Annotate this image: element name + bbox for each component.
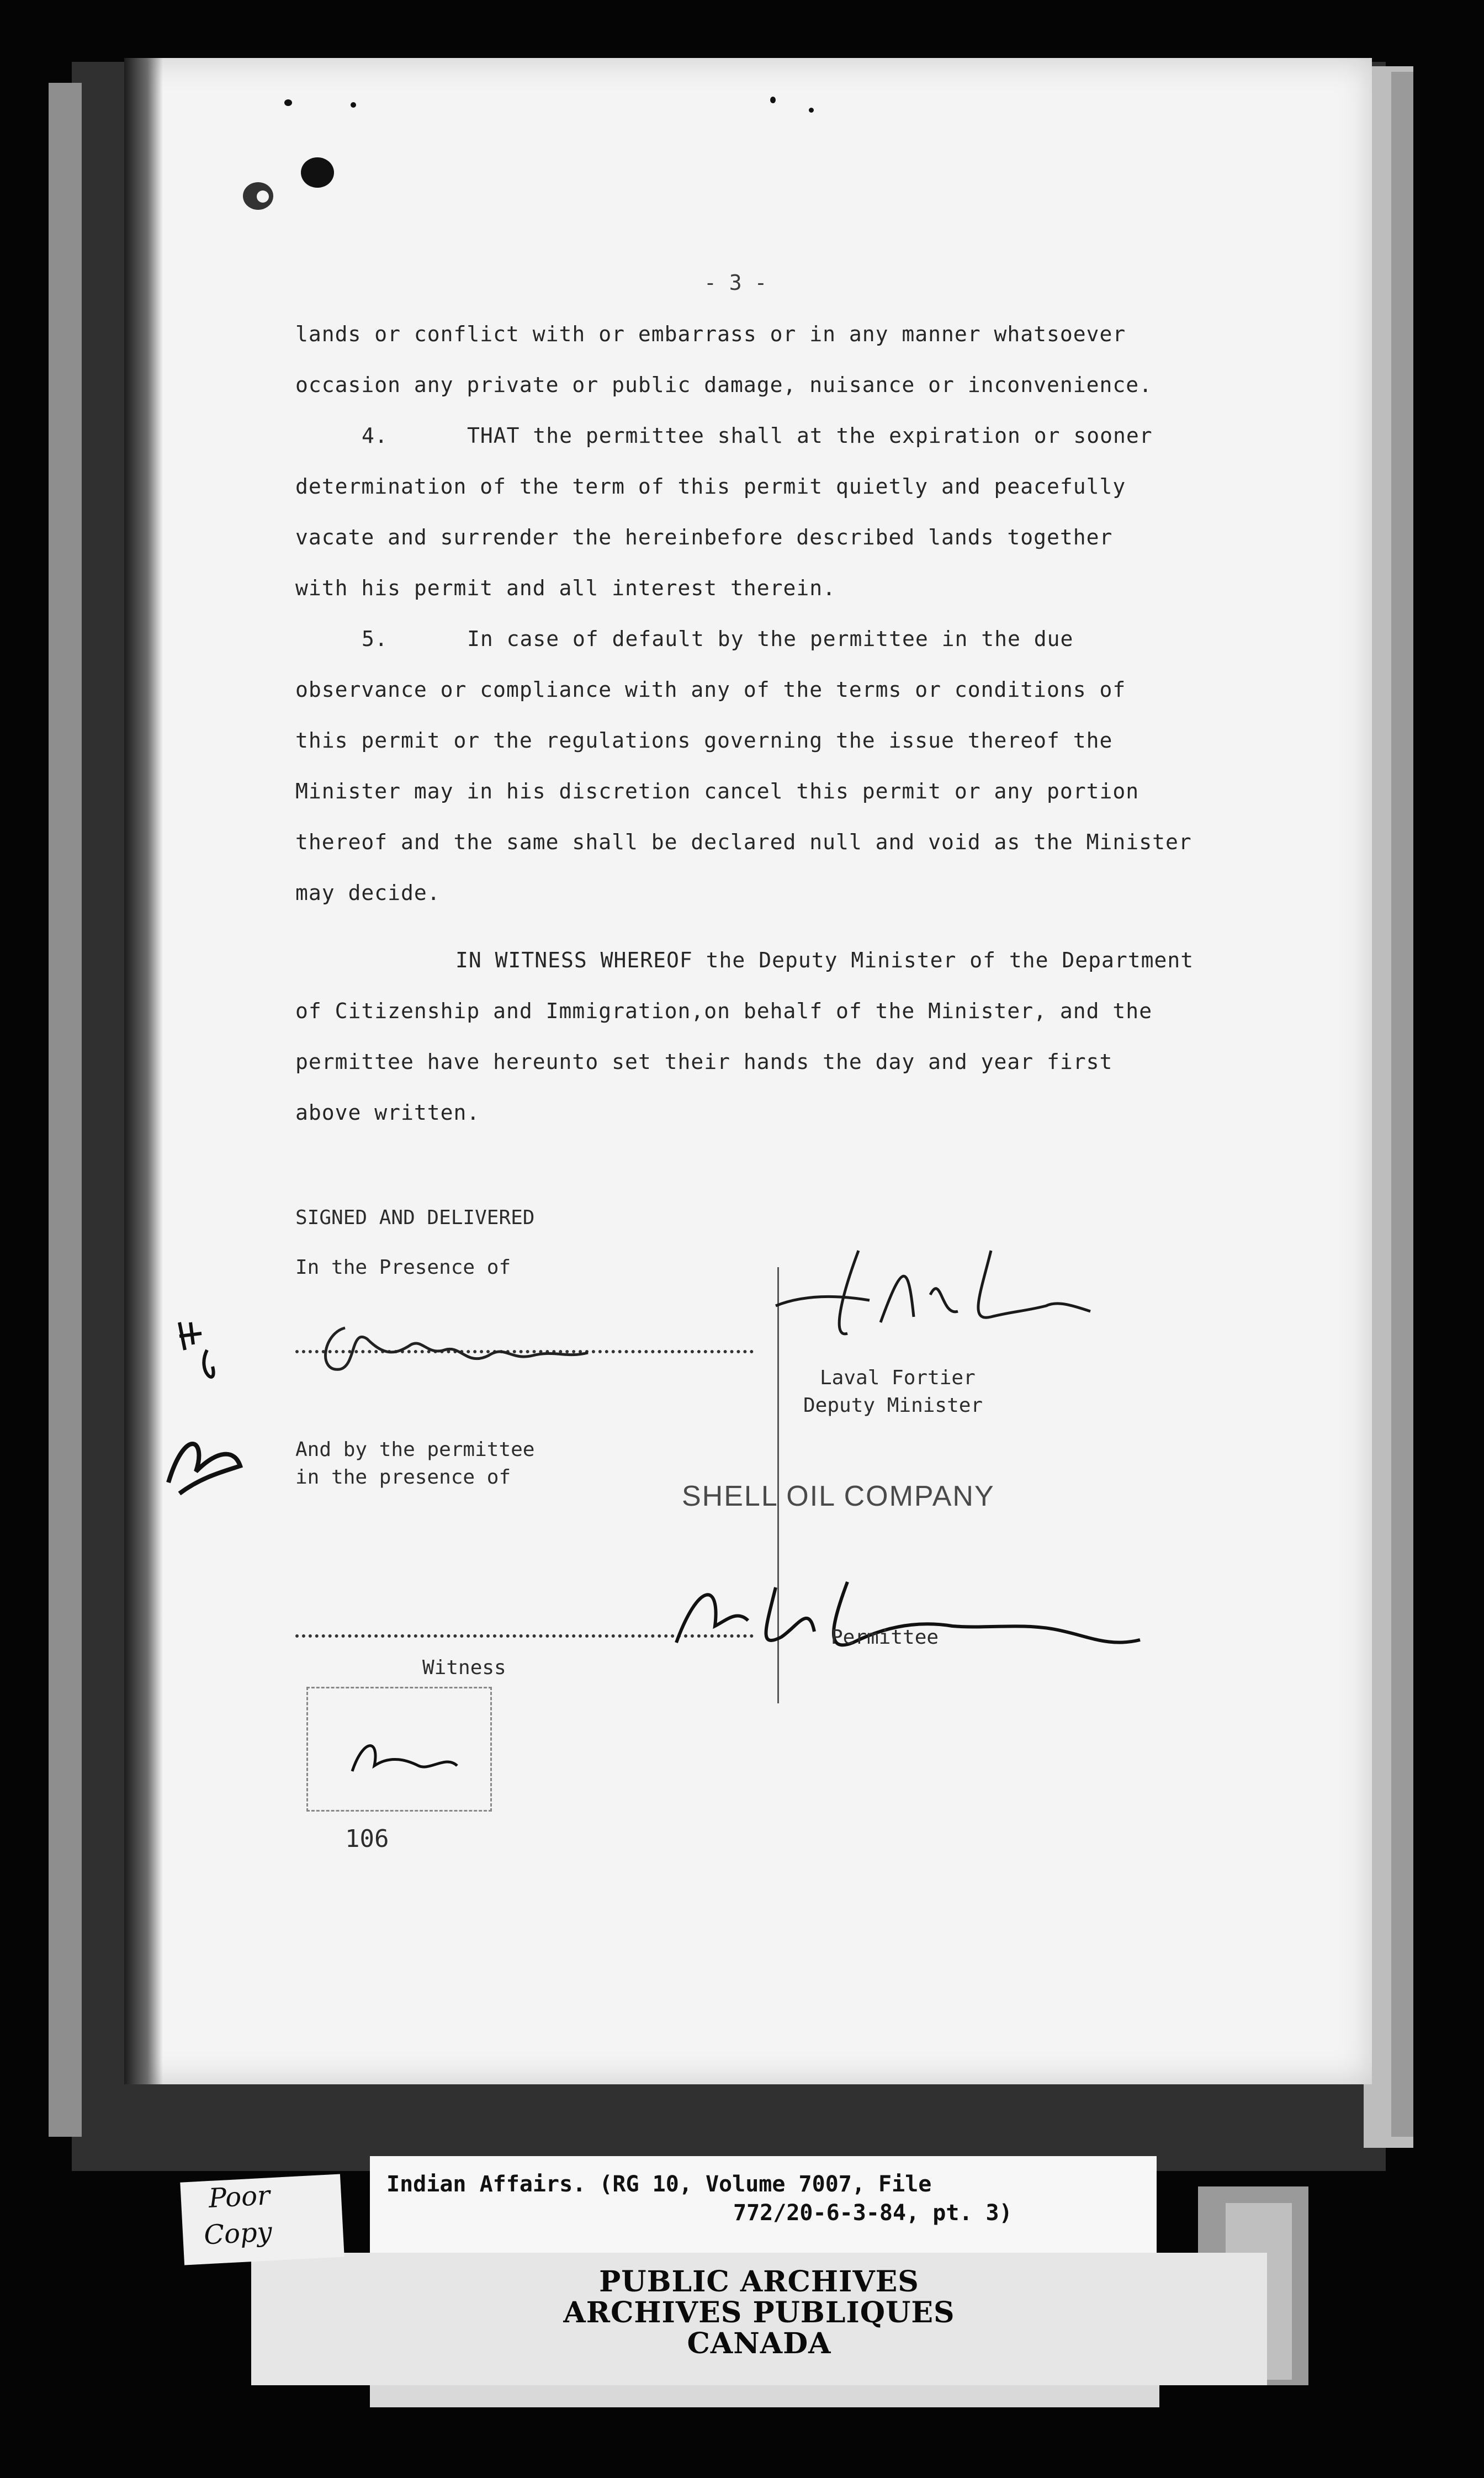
poor-copy-label — [180, 2174, 344, 2265]
initials-scribble — [157, 1416, 268, 1507]
body-line: permittee have hereunto set their hands the day and year first — [295, 1050, 1113, 1074]
deputy-title: Deputy Minister — [803, 1394, 983, 1417]
reference-line-2: 772/20-6-3-84, pt. 3) — [733, 2200, 1013, 2226]
company-stamp: SHELL OIL COMPANY — [682, 1480, 995, 1512]
body-line: with his permit and all interest therein. — [295, 576, 836, 600]
body-line: observance or compliance with any of the terms or conditions of — [295, 677, 1126, 702]
witness-label: Witness — [422, 1656, 506, 1679]
document-page — [124, 58, 1372, 2084]
permittee-presence-label-1: And by the permittee — [295, 1438, 535, 1461]
ink-speck — [770, 97, 776, 103]
stamp-signature — [341, 1733, 463, 1790]
deputy-name: Laval Fortier — [820, 1367, 976, 1389]
archives-line-2: ARCHIVES PUBLIQUES — [563, 2296, 955, 2329]
clause-5-line: 5. In case of default by the permittee in the due — [362, 627, 1074, 651]
permittee-presence-label-2: in the presence of — [295, 1466, 511, 1489]
poor-copy-text-2: Copy — [203, 2216, 273, 2251]
body-line: Minister may in his discretion cancel this permit or any portion — [295, 779, 1140, 803]
presence-label: In the Presence of — [295, 1256, 511, 1279]
body-line: vacate and surrender the hereinbefore described lands together — [295, 525, 1113, 549]
poor-copy-text-1: Poor — [208, 2180, 271, 2214]
body-line: may decide. — [295, 881, 441, 905]
body-line: lands or conflict with or embarrass or in any manner whatsoever — [295, 322, 1126, 346]
signed-delivered-label: SIGNED AND DELIVERED — [295, 1206, 535, 1229]
initials-mark — [124, 1306, 235, 1396]
witness-clause-line: IN WITNESS WHEREOF the Deputy Minister of the Department — [455, 948, 1194, 972]
binding-shadow — [124, 58, 163, 2084]
deputy-minister-signature — [759, 1229, 1146, 1352]
ink-speck — [351, 102, 356, 108]
archives-stamp-label — [251, 2253, 1267, 2385]
page-edge-left — [49, 83, 82, 2137]
archives-line-3: CANADA — [687, 2327, 831, 2360]
page-edge-right-inner — [1391, 72, 1413, 2137]
body-line: thereof and the same shall be declared null and void as the Minister — [295, 830, 1192, 854]
body-line: of Citizenship and Immigration,on behalf of the Minister, and the — [295, 999, 1153, 1023]
reference-line-1: Indian Affairs. (RG 10, Volume 7007, File — [386, 2172, 932, 2197]
body-line: this permit or the regulations governing the issue thereof the — [295, 728, 1113, 753]
witness-signature — [312, 1306, 698, 1385]
ink-spot-highlight — [257, 190, 269, 203]
folio-number: 106 — [345, 1825, 389, 1853]
body-line: determination of the term of this permit quietly and peacefully — [295, 474, 1126, 499]
clause-4-line: 4. THAT the permittee shall at the expiration or sooner — [362, 423, 1153, 448]
permittee-label: Permittee — [831, 1626, 939, 1649]
ink-speck — [284, 99, 292, 106]
reference-label — [370, 2156, 1157, 2253]
ink-spot — [301, 157, 334, 188]
ink-speck — [809, 108, 814, 113]
page-number: - 3 - — [704, 271, 767, 295]
body-line: above written. — [295, 1100, 480, 1125]
archives-line-1: PUBLIC ARCHIVES — [599, 2265, 919, 2299]
label-strip — [370, 2385, 1159, 2407]
body-line: occasion any private or public damage, nuisance or inconvenience. — [295, 373, 1153, 397]
registration-stamp — [306, 1687, 492, 1812]
